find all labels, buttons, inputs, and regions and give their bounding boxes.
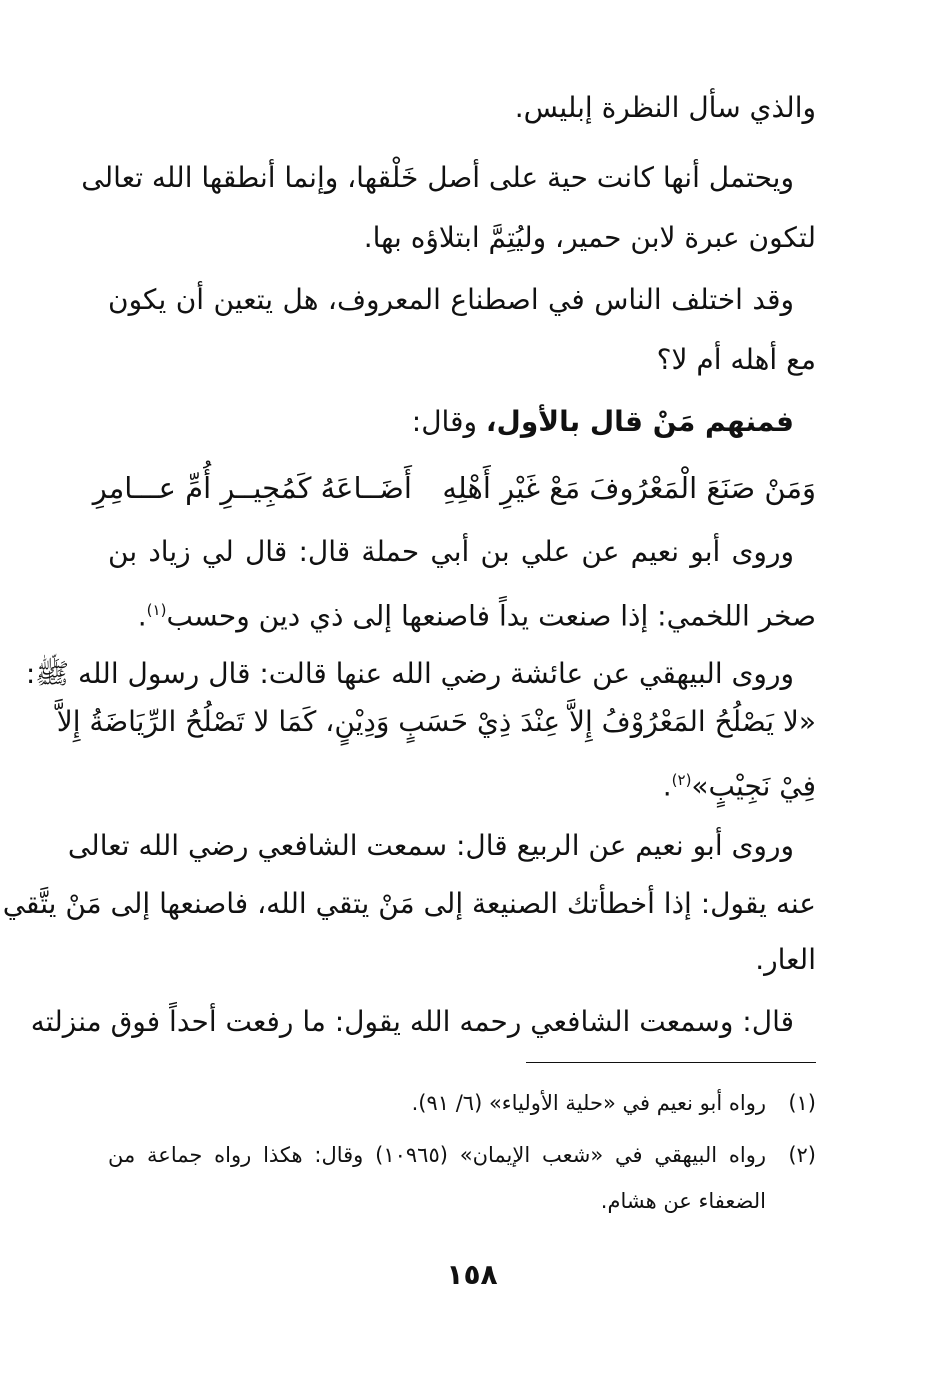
footnote-1-number [788, 1088, 816, 1118]
verse-text: أَضَــاعَهُ كَمُجِيــرِ أُمِّ عـــامِرِ [92, 471, 412, 505]
paragraph-4-line-2 [108, 590, 816, 636]
footnote-separator [526, 1062, 816, 1063]
line-text: صخر اللخمي: إذا صنعت يداً فاصنعها إلى ذي دين وحسب [166, 599, 816, 633]
paragraph-2-line-1 [108, 280, 794, 320]
paragraph-5-line-3 [108, 760, 816, 806]
paragraph-4-line-1 [108, 532, 794, 572]
verse-first-hemistich [442, 466, 816, 510]
line-text: وقال: [411, 405, 486, 438]
line-text: لتكون عبرة لابن حمير، وليُتِمَّ ابتلاؤه بها. [363, 221, 816, 254]
footnote-number: (١) [788, 1091, 816, 1115]
page-number: ١٥٨ [446, 1258, 498, 1291]
paragraph-6-line-1 [67, 826, 794, 866]
line-end: . [662, 769, 672, 803]
footnote-text: رواه البيهقي في «شعب الإيمان» (١٠٩٦٥) وقال: هكذا رواه جماعة من [108, 1143, 766, 1167]
line-text: والذي سأل النظرة إبليس. [514, 91, 816, 124]
hadith-text: فِيْ نَجِيْبٍ» [691, 769, 816, 803]
footnote-1 [412, 1088, 766, 1118]
verse-second-hemistich [93, 466, 412, 510]
verse-text: وَمَنْ صَنَعَ الْمَعْرُوفَ مَعْ غَيْرِ أَهْلِهِ [442, 471, 816, 505]
bold-lead: فمنهم مَنْ قال بالأول، [485, 405, 794, 438]
line-text: ويحتمل أنها كانت حية على أصل خَلْقها، وإنما أنطقها الله تعالى [81, 161, 794, 194]
line-text: عنه يقول: إذا أخطأتك الصنيعة إلى مَنْ يتقي الله، فاصنعها إلى مَنْ يتَّقي [2, 887, 816, 920]
line-text: العار. [755, 943, 816, 976]
paragraph-5-line-2 [56, 702, 816, 742]
paragraph-3-line [108, 402, 794, 442]
footnote-text: الضعفاء عن هشام. [600, 1189, 766, 1213]
footnote-2-number [788, 1140, 816, 1170]
paragraph-2-line-2 [108, 340, 816, 380]
text-line-iblis [108, 88, 816, 128]
paragraph-1-line-2 [108, 218, 816, 258]
footnote-2-line-2 [601, 1186, 766, 1216]
footnote-2-line-1 [108, 1140, 766, 1170]
line-text: وقد اختلف الناس في اصطناع المعروف، هل يتعين أن يكون [108, 283, 794, 316]
footnote-marker[interactable]: (٢) [671, 771, 692, 789]
line-text: وروى أبو نعيم عن علي بن أبي حملة قال: قال لي زياد بن [108, 535, 794, 568]
paragraph-1-line-1 [81, 158, 794, 198]
hadith-text: «لا يَصْلُحُ المَعْرُوْفُ إِلاَّ عِنْدَ ذِيْ حَسَبٍ وَدِيْنٍ، كَمَا لا تَصْلُحُ الرِّيَاضَةُ إِلاَّ [56, 705, 816, 738]
line-text: مع أهله أم لا؟ [656, 343, 816, 376]
paragraph-5-line-1 [25, 654, 794, 694]
line-text: قال: وسمعت الشافعي رحمه الله يقول: ما رفعت أحداً فوق منزلته [30, 1005, 794, 1038]
paragraph-7-line-1 [30, 1002, 794, 1042]
line-text: وروى أبو نعيم عن الربيع قال: سمعت الشافعي رضي الله تعالى [67, 829, 794, 862]
paragraph-6-line-3 [108, 940, 816, 980]
footnote-text: رواه أبو نعيم في «حلية الأولياء» (٦/ ٩١). [411, 1091, 766, 1115]
footnote-number: (٢) [788, 1143, 816, 1167]
line-end: . [137, 599, 147, 633]
footnote-marker[interactable]: (١) [146, 601, 167, 619]
line-text: وروى البيهقي عن عائشة رضي الله عنها قالت: قال رسول الله ﷺ: [25, 657, 794, 690]
paragraph-6-line-2 [2, 884, 816, 924]
